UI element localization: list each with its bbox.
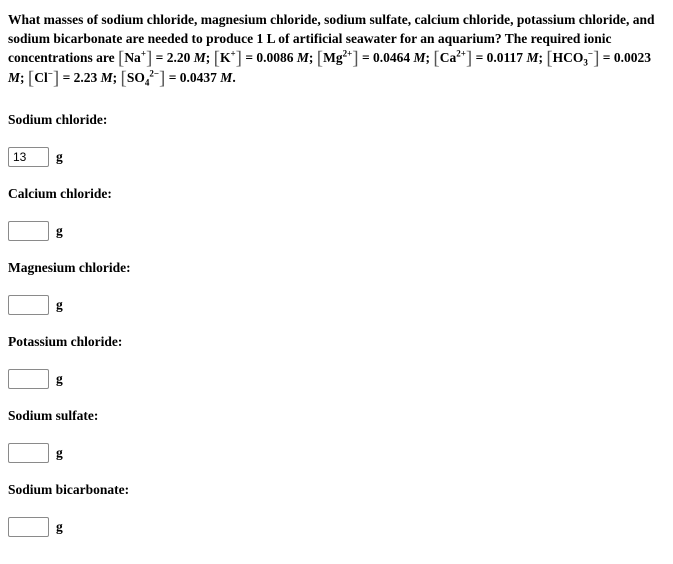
sodium-chloride-unit: g <box>56 149 63 164</box>
sodium-sulfate-label: Sodium sulfate: <box>8 408 99 423</box>
question-text: What masses of sodium chloride, magnesium chloride, sodium sulfate, calcium chloride, potassium chloride, and sodium bicarbonate are needed to produce 1 L of artificial seawater for an aquarium? The required ionic concentrations are [Na+] = 2.20 M; [K+] = 0.0086 M; $[Mg^{2+}] = 0.0464$ M; $[Ca^{2+}] = 0.0117$ M; $[HCO_3^-] = 0.0023$ M; [Cl−] = 2.23 M; $[SO_4^{2-}] = 0.0437$ M. <box>8 12 655 89</box>
sodium-chloride-input[interactable] <box>8 147 49 167</box>
magnesium-chloride-unit: g <box>56 297 63 312</box>
sodium-sulfate-unit: g <box>56 445 63 460</box>
question-intro: What masses of sodium chloride, magnesium chloride, sodium sulfate, calcium chloride, potassium chloride, and sodium bicarbonate are needed to produce 1 L of artificial seawater for an aquarium? The required ionic concentrations are <box>8 12 655 65</box>
potassium-chloride-unit: g <box>56 371 63 386</box>
sodium-chloride-label: Sodium chloride: <box>8 112 108 127</box>
sodium-bicarbonate-input[interactable] <box>8 517 49 537</box>
magnesium-chloride-label: Magnesium chloride: <box>8 260 131 275</box>
sodium-bicarbonate-label: Sodium bicarbonate: <box>8 482 130 497</box>
sodium-sulfate-input[interactable] <box>8 443 49 463</box>
potassium-chloride-label: Potassium chloride: <box>8 334 123 349</box>
calcium-chloride-unit: g <box>56 223 63 238</box>
calcium-chloride-label: Calcium chloride: <box>8 186 112 201</box>
sodium-bicarbonate-unit: g <box>56 519 63 534</box>
magnesium-chloride-input[interactable] <box>8 295 49 315</box>
potassium-chloride-input[interactable] <box>8 369 49 389</box>
calcium-chloride-input[interactable] <box>8 221 49 241</box>
